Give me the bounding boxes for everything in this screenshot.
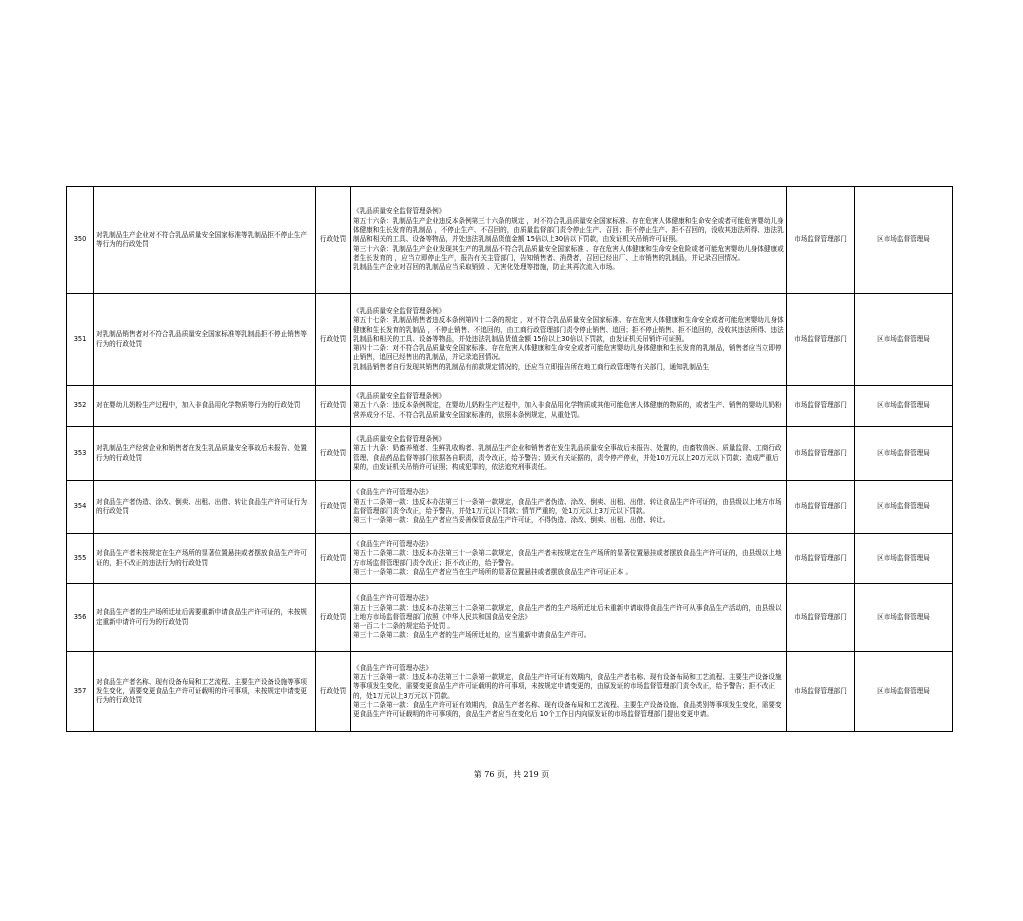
legal-basis: [351, 187, 787, 294]
item-category: 行政处罚: [316, 427, 351, 481]
row-number: 357: [67, 652, 94, 732]
table-row: [67, 187, 953, 294]
legal-basis-line: 乳制品生产企业对召回的乳制品应当采取销毁 、无害化处理等措施，防止其再次流入市场。: [353, 263, 619, 272]
legal-basis-line: 第五十八条：违反本条例规定，在婴幼儿奶粉生产过程中，加入非食品用化学物质或其他可能危害人体健康的物质的，或者生产、销售的婴幼儿奶粉营养成分不足、不符合乳品质量安全国家标准的，依照本条例规定，从重处罚。: [353, 401, 782, 419]
implementing-authority: 区市场监督管理局: [855, 584, 953, 652]
legal-basis-line: 第五十九条：奶畜养殖者、生鲜乳收购者、乳制品生产企业和销售者在发生乳品质量安全事故后未报告、处置的，由畜牧兽医、质量监督、工商行政管理、食品药品监督等部门依据各自职责，责令改正，给予警告；毁灭有关证据的，责令停产停业，并处10万元以上20万元以下罚款；造成严重后果的，由发证机关吊销许可证照；构成犯罪的，依法追究刑事责任。: [353, 444, 782, 471]
table-row: [67, 294, 953, 386]
row-number: 350: [67, 187, 94, 294]
legal-basis-line: 第三十六条：乳制品生产企业发现其生产的乳制品不符合乳品质量安全国家标准 、存在危害人体健康和生命安全危险或者可能危害婴幼儿身体健康或者生长发育的 ，应当立即停止生产，报告有关主管部门，告知销售者、消费者，召回已经出厂、上市销售的乳制品，并记录召回情况。: [353, 244, 784, 262]
enforcement-items-table: [66, 186, 953, 732]
item-name: 对食品生产者未按规定在生产场所的显著位置悬挂或者摆放食品生产许可证的，拒不改正的违法行为的行政处罚: [94, 534, 316, 584]
legal-basis-line: 《乳品质量安全监督管理条例》: [353, 392, 446, 401]
table-row: [67, 652, 953, 732]
implementing-authority: 区市场监督管理局: [855, 294, 953, 386]
item-category: 行政处罚: [316, 386, 351, 427]
item-name: 对乳制品生产经营企业和销售者在发生乳品质量安全事故后未报告、处置行为的行政处罚: [94, 427, 316, 481]
item-category: 行政处罚: [316, 652, 351, 732]
row-number: 355: [67, 534, 94, 584]
legal-basis-text: [353, 307, 784, 372]
implementing-authority: 区市场监督管理局: [855, 534, 953, 584]
legal-basis: [351, 584, 787, 652]
responsible-department: 市场监督管理部门: [787, 294, 855, 386]
item-name: 对乳制品生产企业对不符合乳品质量安全国家标准等乳制品拒不停止生产等行为的行政处罚: [94, 187, 316, 294]
legal-basis-line: 《食品生产许可管理办法》: [353, 488, 433, 497]
responsible-department: 市场监督管理部门: [787, 187, 855, 294]
page-footer: 第 76 页，共 219 页: [473, 770, 550, 779]
item-category: 行政处罚: [316, 534, 351, 584]
item-name: 对在婴幼儿奶粉生产过程中，加入非食品用化学物质等行为的行政处罚: [94, 386, 316, 427]
legal-basis-line: 第五十二条第一款：违反本办法第三十一条第一款规定，食品生产者伪造、涂改、倒卖、出租、出借、转让食品生产许可证的，由县级以上地方市场监督管理部门责令改正，给予警告，并处1万元以下罚款；情节严重的，处1万元以上3万元以下罚款。: [353, 497, 782, 515]
row-number: 352: [67, 386, 94, 427]
legal-basis-line: 《乳品质量安全监督管理条例》: [353, 434, 446, 443]
table-row: [67, 481, 953, 534]
table-row: [67, 534, 953, 584]
implementing-authority: 区市场监督管理局: [855, 386, 953, 427]
legal-basis-text: [353, 488, 784, 525]
legal-basis-line: 第五十七条：乳制品销售者违反本条例第四十二条的规定 ，对不符合乳品质量安全国家标准、存在危害人体健康和生命安全或者可能危害婴幼儿身体健康和生长发育的乳制品 ，不停止销售、不追回的，由工商行政管理部门责令停止销售、追回；拒不停止销售、拒不追回的，没收其违法所得、违法乳制品和相关的工具、设备等物品，并处违法乳制品货值金额 15倍以上30倍以下罚款，由发证机关吊销许可证照。: [353, 316, 784, 343]
legal-basis-line: 《乳品质量安全监督管理条例》: [353, 207, 446, 216]
legal-basis-line: 乳制品销售者自行发现其销售的乳制品有前款规定情况的，还应当立即报告所在地工商行政管理等有关部门，通知乳制品生: [353, 362, 710, 371]
responsible-department: 市场监督管理部门: [787, 534, 855, 584]
implementing-authority: 区市场监督管理局: [855, 652, 953, 732]
legal-basis: [351, 534, 787, 584]
implementing-authority: 区市场监督管理局: [855, 427, 953, 481]
implementing-authority: 区市场监督管理局: [855, 187, 953, 294]
legal-basis: [351, 294, 787, 386]
item-category: 行政处罚: [316, 584, 351, 652]
legal-basis-line: 第五十二条第二款：违反本办法第三十一条第二款规定，食品生产者未按规定在生产场所的显著位置悬挂或者摆放食品生产许可证的，由县级以上地方市场监督管理部门责令改正；拒不改正的，给予警告。: [353, 549, 782, 567]
legal-basis: [351, 652, 787, 732]
item-category: 行政处罚: [316, 481, 351, 534]
legal-basis-line: 第三十二条第一款：食品生产许可证有效期内，食品生产者名称、现有设备布局和工艺流程、主要生产设备设施、食品类别等事项发生变化，需要变更食品生产许可证载明的许可事项的，食品生产者应当在变化后 10个工作日内向原发证的市场监督管理部门提出变更申请。: [353, 700, 782, 719]
legal-basis-line: 第一百二十二条的规定给予处罚 。: [353, 622, 455, 631]
row-number: 351: [67, 294, 94, 386]
legal-basis-line: 第五十六条：乳制品生产企业违反本条例第三十六条的规定 ，对不符合乳品质量安全国家标准、存在危害人体健康和生命安全或者可能危害婴幼儿身体健康和生长发育的乳制品 ，不停止生产、不召回的，由质量监督部门责令停止生产、召回；拒不停止生产、拒不召回的，没收其违法所得、违法乳制品和相关的工具、设备等物品，并处违法乳制品货值金额 15倍以上30倍以下罚款，由发证机关吊销许可证照。: [353, 216, 784, 244]
table-row: [67, 584, 953, 652]
responsible-department: 市场监督管理部门: [787, 652, 855, 732]
table-row: [67, 386, 953, 427]
legal-basis-line: 第四十二条：对不符合乳品质量安全国家标准、存在危害人体健康和生命安全或者可能危害婴幼儿身体健康和生长发育的乳制品，销售者应当立即停止销售，追回已经售出的乳制品，并记录追回情况。: [353, 344, 782, 362]
legal-basis-line: 第三十一条第二款：食品生产者应当在生产场所的显著位置悬挂或者摆放食品生产许可证正本 。: [353, 567, 633, 576]
table-row: [67, 427, 953, 481]
item-category: 行政处罚: [316, 187, 351, 294]
responsible-department: 市场监督管理部门: [787, 386, 855, 427]
item-name: 对乳制品销售者对不符合乳品质量安全国家标准等乳制品拒不停止销售等行为的行政处罚: [94, 294, 316, 386]
legal-basis-text: [353, 540, 784, 577]
legal-basis-line: 《食品生产许可管理办法》: [353, 539, 433, 548]
legal-basis-line: 第三十一条第一款：食品生产者应当妥善保管食品生产许可证，不得伪造、涂改、倒卖、出租、出借、转让。: [353, 516, 670, 525]
row-number: 353: [67, 427, 94, 481]
legal-basis-text: [353, 664, 784, 720]
legal-basis-line: 《食品生产许可管理办法》: [353, 594, 433, 603]
implementing-authority: 区市场监督管理局: [855, 481, 953, 534]
legal-basis-line: 第五十三条第二款：违反本办法第三十二条第二款规定，食品生产者的生产场所迁址后未重新申请取得食品生产许可从事食品生产活动的，由县级以上地方市场监督管理部门依照《中华人民共和国食品安全法》: [353, 603, 782, 621]
item-category: 行政处罚: [316, 294, 351, 386]
responsible-department: 市场监督管理部门: [787, 584, 855, 652]
item-name: 对食品生产者名称、现有设备布局和工艺流程、主要生产设备设施等事项发生变化，需要变更食品生产许可证载明的许可事项，未按规定申请变更行为的行政处罚: [94, 652, 316, 732]
legal-basis-line: 《食品生产许可管理办法》: [353, 663, 433, 672]
legal-basis: [351, 427, 787, 481]
legal-basis-text: [353, 594, 784, 640]
responsible-department: 市场监督管理部门: [787, 481, 855, 534]
legal-basis: [351, 481, 787, 534]
responsible-department: 市场监督管理部门: [787, 427, 855, 481]
table-body: [67, 187, 953, 732]
legal-basis-text: [353, 435, 784, 472]
legal-basis-line: 第三十二条第二款：食品生产者的生产场所迁址的，应当重新申请食品生产许可。: [353, 631, 591, 640]
legal-basis-text: [353, 207, 784, 272]
legal-basis-line: 《乳品质量安全监督管理条例》: [353, 306, 446, 315]
legal-basis: [351, 386, 787, 427]
legal-basis-text: [353, 392, 784, 420]
item-name: 对食品生产者的生产场所迁址后需要重新申请食品生产许可证的，未按规定重新申请许可行为的行政处罚: [94, 584, 316, 652]
legal-basis-line: 第五十三条第一款：违反本办法第三十二条第一款规定，食品生产许可证有效期内，食品生产者名称、现有设备布局和工艺流程、主要生产设备设施等事项发生变化，需要变更食品生产许可证载明的许可事项，未按规定申请变更的，由原发证的市场监督管理部门责令改正，给予警告；拒不改正的，处1万元以上3万元以下罚款。: [353, 672, 782, 700]
item-name: 对食品生产者伪造、涂改、倒卖、出租、出借、转让食品生产许可证行为的行政处罚: [94, 481, 316, 534]
row-number: 354: [67, 481, 94, 534]
row-number: 356: [67, 584, 94, 652]
